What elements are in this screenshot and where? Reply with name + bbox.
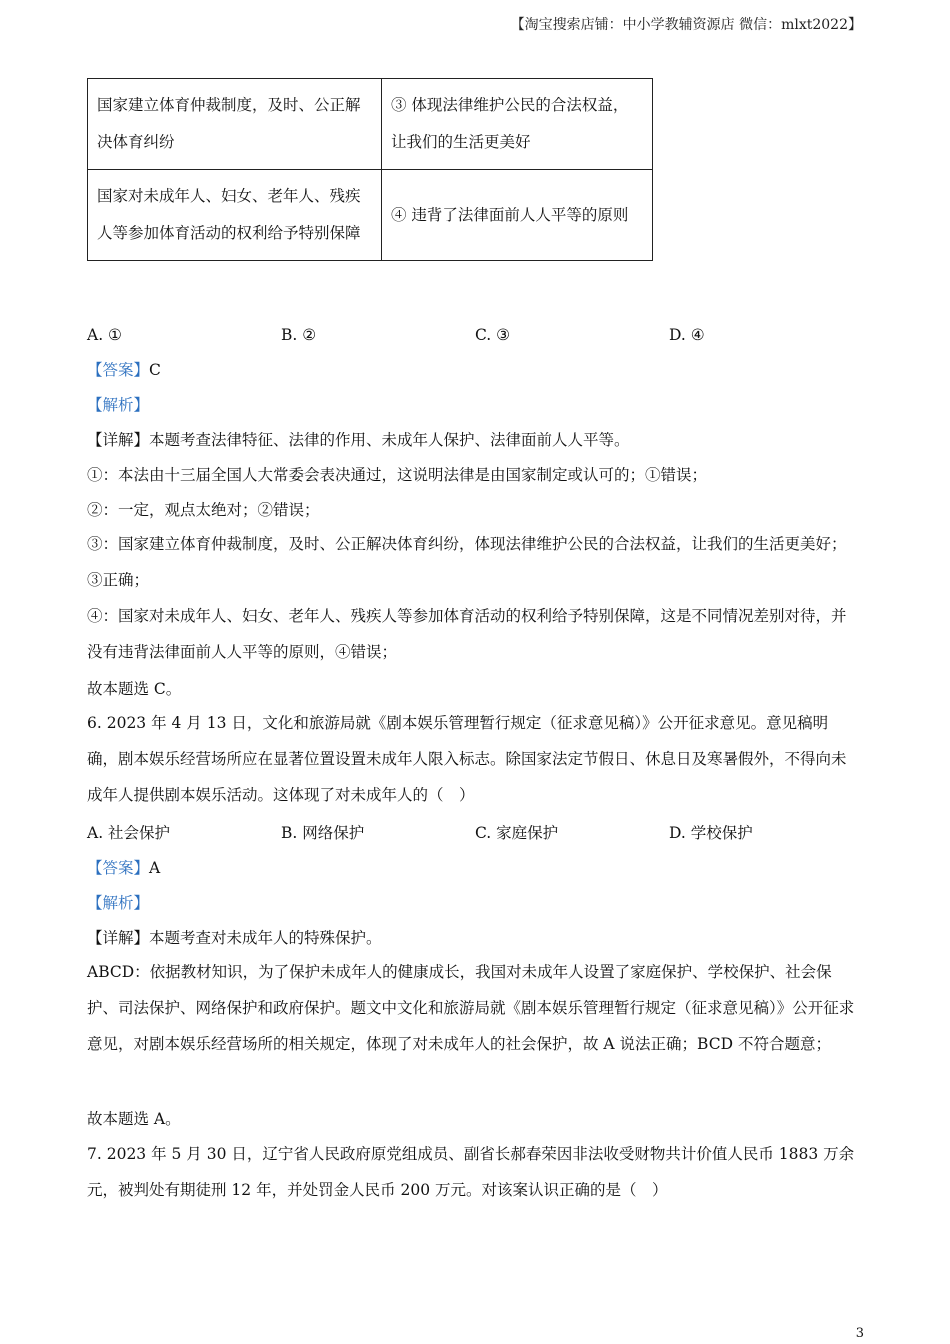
q5-point-2: ②：一定，观点太绝对；②错误； <box>87 501 320 519</box>
table-row <box>88 170 653 261</box>
table-cell: ③ 体现法律维护公民的合法权益，让我们的生活更美好 <box>382 79 653 170</box>
table-cell: ④ 违背了法律面前人人平等的原则 <box>382 170 653 261</box>
answer-label: 【答案】 <box>87 859 150 877</box>
q5-answer <box>87 359 161 381</box>
detail-label: 【详解】 <box>87 929 150 947</box>
q5-option-a: A. ① <box>87 326 122 344</box>
q6-detail <box>87 927 382 949</box>
q6-answer <box>87 857 160 879</box>
q6-point-1: ABCD：依据教材知识，为了保护未成年人的健康成长，我国对未成年人设置了家庭保护、学校保护、社会保护、司法保护、网络保护和政府保护。题文中文化和旅游局就《剧本娱乐管理暂行规定（征求意见稿）》公开征求意见，对剧本娱乐经营场所的相关规定，体现了对未成年人的社会保护，故 A 说法正确；BCD 不符合题意； <box>87 963 855 1053</box>
table-row <box>88 79 653 170</box>
table-cell: 国家对未成年人、妇女、老年人、残疾人等参加体育活动的权利给予特别保障 <box>88 170 382 261</box>
q6-stem: 6. 2023 年 4 月 13 日，文化和旅游局就《剧本娱乐管理暂行规定（征求意见稿）》公开征求意见。意见稿明确，剧本娱乐经营场所应在显著位置设置未成年人限入标志。除国家法定节假日、休息日及寒暑假外，不得向未成年人提供剧本娱乐活动。这体现了对未成年人的（ ） <box>87 714 847 804</box>
q5-option-d: D. ④ <box>669 326 705 344</box>
q6-option-c: C. 家庭保护 <box>475 824 559 842</box>
q7-stem: 7. 2023 年 5 月 30 日，辽宁省人民政府原党组成员、副省长郝春荣因非法收受财物共计价值人民币 1883 万余元，被判处有期徒刑 12 年，并处罚金人民币 200 万元。对该案认识正确的是（ ） <box>87 1145 855 1199</box>
page-number: 3 <box>855 1326 864 1341</box>
table-cell: 国家建立体育仲裁制度，及时、公正解决体育纠纷 <box>88 79 382 170</box>
q6-option-b: B. 网络保护 <box>281 824 365 842</box>
q5-conclusion: 故本题选 C。 <box>87 680 182 698</box>
detail-label: 【详解】 <box>87 431 150 449</box>
page-header: 【淘宝搜索店铺：中小学教辅资源店 微信：mlxt2022】 <box>510 17 862 33</box>
q5-option-b: B. ② <box>281 326 317 344</box>
q6-option-a: A. 社会保护 <box>87 824 171 842</box>
q6-option-d: D. 学校保护 <box>669 824 753 842</box>
q5-analysis-label: 【解析】 <box>87 396 150 414</box>
q5-point-4: ④：国家对未成年人、妇女、老年人、残疾人等参加体育活动的权利给予特别保障，这是不同情况差别对待，并没有违背法律面前人人平等的原则，④错误； <box>87 607 847 661</box>
statement-table <box>87 78 653 261</box>
q6-conclusion: 故本题选 A。 <box>87 1110 181 1128</box>
detail-text: 本题考查法律特征、法律的作用、未成年人保护、法律面前人人平等。 <box>149 431 630 449</box>
q5-point-1: ①：本法由十三届全国人大常委会表决通过，这说明法律是由国家制定或认可的；①错误； <box>87 466 708 484</box>
detail-text: 本题考查对未成年人的特殊保护。 <box>149 929 382 947</box>
answer-label: 【答案】 <box>87 361 150 379</box>
answer-value: C <box>149 361 161 379</box>
q6-analysis-label: 【解析】 <box>87 894 150 912</box>
q5-detail <box>87 429 630 451</box>
q5-option-c: C. ③ <box>475 326 511 344</box>
answer-value: A <box>149 859 161 877</box>
q5-point-3: ③：国家建立体育仲裁制度，及时、公正解决体育纠纷，体现法律维护公民的合法权益，让我们的生活更美好；③正确； <box>87 535 847 589</box>
